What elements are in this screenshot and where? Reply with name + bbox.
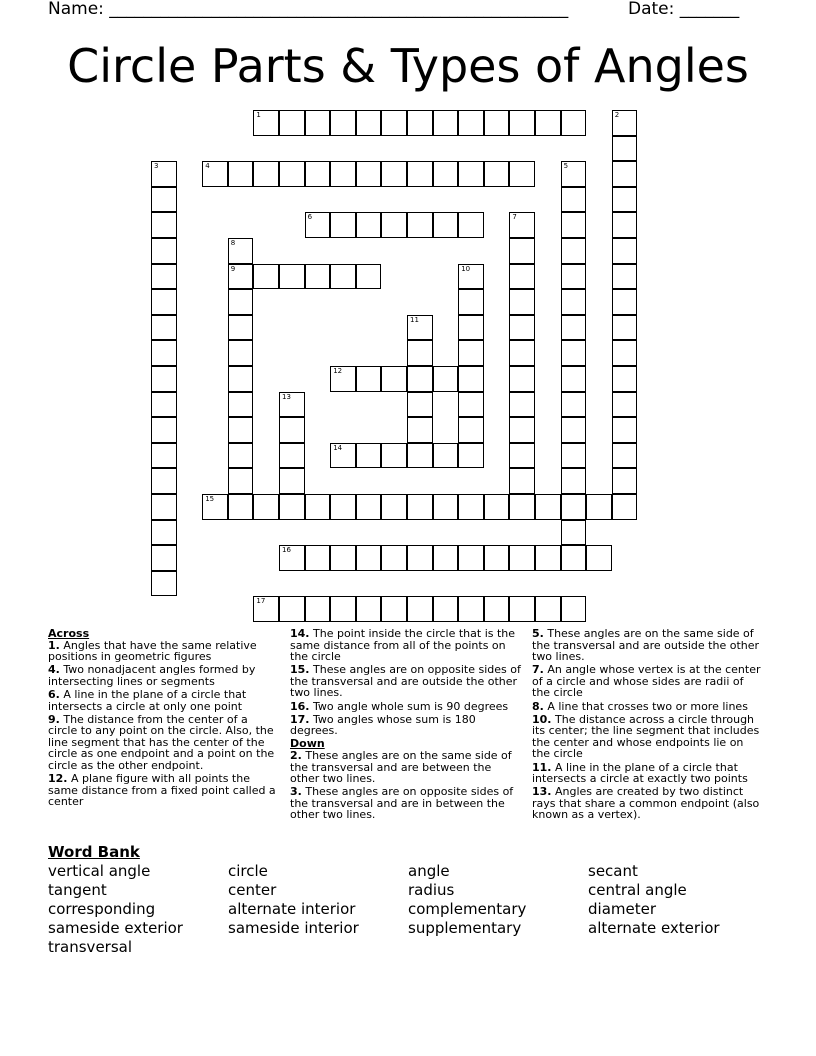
crossword-cell[interactable] xyxy=(151,264,177,290)
crossword-cell[interactable] xyxy=(612,187,638,213)
name-field[interactable]: Name: ______________________________________________________ xyxy=(48,0,569,19)
crossword-cell[interactable] xyxy=(407,315,433,341)
crossword-cell[interactable] xyxy=(458,340,484,366)
crossword-cell[interactable] xyxy=(509,494,535,520)
clue-across-16: 16. Two angle whole sum is 90 degrees xyxy=(290,699,509,713)
crossword-cell[interactable] xyxy=(612,417,638,443)
crossword-cell[interactable] xyxy=(561,468,587,494)
crossword-cell[interactable] xyxy=(458,494,484,520)
crossword-cell[interactable] xyxy=(433,110,459,136)
crossword-cell[interactable] xyxy=(151,289,177,315)
crossword-cell[interactable] xyxy=(561,366,587,392)
crossword-cell[interactable] xyxy=(509,417,535,443)
crossword-cell[interactable] xyxy=(612,443,638,469)
clue-down-11: 11. A line in the plane of a circle that intersects a circle at exactly two points xyxy=(532,760,748,786)
clue-number: 11 xyxy=(410,315,419,324)
crossword-cell[interactable] xyxy=(381,161,407,187)
clue-across-14: 14. The point inside the circle that is the same distance from all of the points on the circle xyxy=(290,627,516,664)
crossword-cell[interactable] xyxy=(356,596,382,622)
crossword-cell[interactable] xyxy=(612,289,638,315)
crossword-cell[interactable] xyxy=(458,545,484,571)
crossword-cell[interactable] xyxy=(279,392,305,418)
crossword-cell[interactable] xyxy=(509,110,535,136)
crossword-cell[interactable] xyxy=(356,443,382,469)
crossword-cell[interactable] xyxy=(561,315,587,341)
crossword-cell[interactable] xyxy=(458,443,484,469)
crossword-cell[interactable] xyxy=(509,315,535,341)
crossword-cell[interactable] xyxy=(561,494,587,520)
clue-across-12: 12. A plane figure with all points the same distance from a fixed point called a center xyxy=(48,772,276,809)
crossword-cell[interactable] xyxy=(330,110,356,136)
crossword-cell[interactable] xyxy=(228,264,254,290)
crossword-cell[interactable] xyxy=(253,596,279,622)
crossword-cell[interactable] xyxy=(535,110,561,136)
crossword-cell[interactable] xyxy=(151,187,177,213)
crossword-cell[interactable] xyxy=(228,238,254,264)
clue-number: 14 xyxy=(333,443,343,452)
clue-number: 12 xyxy=(333,367,343,375)
crossword-cell[interactable] xyxy=(484,161,510,187)
crossword-cell[interactable] xyxy=(279,161,305,187)
word-bank-item: central angle xyxy=(588,881,687,899)
crossword-cell[interactable] xyxy=(407,161,433,187)
crossword-cell[interactable] xyxy=(561,443,587,469)
clue-across-15: 15. These angles are on opposite sides of the transversal and are outside the other two lines. xyxy=(290,663,521,700)
crossword-cell[interactable] xyxy=(381,596,407,622)
crossword-cell[interactable] xyxy=(407,596,433,622)
crossword-cell[interactable] xyxy=(279,264,305,290)
crossword-cell[interactable] xyxy=(561,187,587,213)
crossword-cell[interactable] xyxy=(151,340,177,366)
crossword-cell[interactable] xyxy=(151,571,177,597)
crossword-cell[interactable] xyxy=(535,494,561,520)
clue-number: 6 xyxy=(307,213,313,222)
word-bank-title: Word Bank xyxy=(48,843,140,861)
crossword-cell[interactable] xyxy=(561,545,587,571)
clue-down-13: 13. Angles are created by two distinct rays that share a common endpoint (also known as a vertex). xyxy=(532,785,760,822)
crossword-cell[interactable] xyxy=(561,238,587,264)
crossword-cell[interactable] xyxy=(612,315,638,341)
clue-down-2: 2. These angles are on the same side of the transversal and are between the other two lines. xyxy=(290,748,512,786)
word-bank-item: diameter xyxy=(588,900,656,918)
crossword-cell[interactable] xyxy=(484,596,510,622)
crossword-cell[interactable] xyxy=(151,315,177,341)
crossword-cell[interactable] xyxy=(381,545,407,571)
crossword-cell[interactable] xyxy=(330,545,356,571)
crossword-cell[interactable] xyxy=(458,366,484,392)
date-field[interactable]: Date: _______ xyxy=(628,0,740,19)
crossword-cell[interactable] xyxy=(253,161,279,187)
crossword-cell[interactable] xyxy=(279,443,305,469)
crossword-cell[interactable] xyxy=(509,443,535,469)
clue-down-10: 10. The distance across a circle through its center; the line segment that includes the center and whose endpoints lie on the circle xyxy=(532,712,760,761)
crossword-cell[interactable] xyxy=(407,340,433,366)
crossword-cell[interactable] xyxy=(561,340,587,366)
crossword-cell[interactable] xyxy=(561,161,587,187)
crossword-cell[interactable] xyxy=(612,468,638,494)
page-title: Circle Parts & Types of Angles xyxy=(67,39,749,93)
word-bank-item: supplementary xyxy=(408,919,522,937)
crossword-cell[interactable] xyxy=(228,289,254,315)
crossword-cell[interactable] xyxy=(407,417,433,443)
crossword-cell[interactable] xyxy=(433,161,459,187)
crossword-cell[interactable] xyxy=(535,596,561,622)
word-bank-item: sameside interior xyxy=(228,919,359,937)
crossword-cell[interactable] xyxy=(381,443,407,469)
crossword-cell[interactable] xyxy=(433,596,459,622)
clue-number: 2 xyxy=(614,111,620,119)
crossword-cell[interactable] xyxy=(305,494,331,520)
crossword-cell[interactable] xyxy=(509,366,535,392)
word-bank-item: center xyxy=(228,881,277,899)
crossword-cell[interactable] xyxy=(202,494,228,520)
word-bank-item: alternate exterior xyxy=(588,919,720,937)
crossword-cell[interactable] xyxy=(484,494,510,520)
crossword-cell[interactable] xyxy=(151,366,177,392)
crossword-cell[interactable] xyxy=(407,494,433,520)
crossword-cell[interactable] xyxy=(253,494,279,520)
clue-across-6: 6. A line in the plane of a circle that intersects a circle at only one point xyxy=(48,687,247,713)
crossword-cell[interactable] xyxy=(458,417,484,443)
crossword-cell[interactable] xyxy=(151,417,177,443)
crossword-cell[interactable] xyxy=(407,212,433,238)
clues-column-3 xyxy=(532,628,764,823)
crossword-cell[interactable] xyxy=(612,366,638,392)
word-bank-item: secant xyxy=(588,862,638,880)
word-bank-item: alternate interior xyxy=(228,900,356,918)
crossword-cell[interactable] xyxy=(509,161,535,187)
crossword-cell[interactable] xyxy=(433,443,459,469)
crossword-cell[interactable] xyxy=(279,417,305,443)
crossword-cell[interactable] xyxy=(356,161,382,187)
crossword-cell[interactable] xyxy=(612,392,638,418)
crossword-cell[interactable] xyxy=(305,596,331,622)
crossword-cell[interactable] xyxy=(330,212,356,238)
crossword-cell[interactable] xyxy=(458,161,484,187)
crossword-cell[interactable] xyxy=(612,340,638,366)
crossword-cell[interactable] xyxy=(561,212,587,238)
crossword-cell[interactable] xyxy=(509,545,535,571)
crossword-cell[interactable] xyxy=(356,212,382,238)
crossword-cell[interactable] xyxy=(356,494,382,520)
clue-down-5: 5. These angles are on the same side of the transversal and are outside the other two lines. xyxy=(532,627,760,664)
crossword-cell[interactable] xyxy=(561,289,587,315)
crossword-cell[interactable] xyxy=(330,596,356,622)
clue-across-9: 9. The distance from the center of a circle to any point on the circle. Also, the line segment that has the center of the circle as one endpoint and a point on the circle as the other endpoint. xyxy=(48,712,275,773)
crossword-cell[interactable] xyxy=(407,545,433,571)
crossword-cell[interactable] xyxy=(509,340,535,366)
crossword-cell[interactable] xyxy=(253,264,279,290)
clue-number: 4 xyxy=(205,162,210,171)
word-bank-item: sameside exterior xyxy=(48,919,183,937)
crossword-cell[interactable] xyxy=(305,264,331,290)
clues-column-1 xyxy=(48,628,280,809)
crossword-cell[interactable] xyxy=(356,366,382,392)
crossword-cell[interactable] xyxy=(458,212,484,238)
clue-number: 7 xyxy=(512,213,517,222)
word-bank-item: complementary xyxy=(408,900,527,918)
crossword-cell[interactable] xyxy=(330,494,356,520)
word-bank-item: tangent xyxy=(48,881,107,899)
crossword-cell[interactable] xyxy=(433,366,459,392)
crossword-cell[interactable] xyxy=(612,494,638,520)
crossword-cell[interactable] xyxy=(228,161,254,187)
crossword-cell[interactable] xyxy=(586,545,612,571)
crossword-cell[interactable] xyxy=(407,366,433,392)
crossword-cell[interactable] xyxy=(253,110,279,136)
crossword-cell[interactable] xyxy=(407,392,433,418)
crossword-cell[interactable] xyxy=(612,238,638,264)
word-bank-item: transversal xyxy=(48,938,133,956)
crossword-cell[interactable] xyxy=(228,340,254,366)
crossword-cell[interactable] xyxy=(151,545,177,571)
crossword-cell[interactable] xyxy=(356,264,382,290)
crossword-cell[interactable] xyxy=(279,110,305,136)
crossword-cell[interactable] xyxy=(458,110,484,136)
crossword-cell[interactable] xyxy=(356,110,382,136)
word-bank-item: vertical angle xyxy=(48,862,151,880)
crossword-cell[interactable] xyxy=(305,161,331,187)
crossword-cell[interactable] xyxy=(509,289,535,315)
clue-number: 17 xyxy=(256,597,266,606)
crossword-cell[interactable] xyxy=(151,161,177,187)
crossword-cell[interactable] xyxy=(509,468,535,494)
crossword-cell[interactable] xyxy=(612,264,638,290)
crossword-cell[interactable] xyxy=(407,443,433,469)
clue-number: 15 xyxy=(205,495,215,503)
crossword-cell[interactable] xyxy=(561,520,587,546)
clue-down-3: 3. These angles are on opposite sides of the transversal and are in between the other two lines. xyxy=(290,785,514,822)
word-bank-item: corresponding xyxy=(48,900,156,918)
clue-down-7: 7. An angle whose vertex is at the center of a circle and whose sides are radii of the circle xyxy=(532,663,761,700)
clues-column-2 xyxy=(290,628,522,823)
crossword-cell[interactable] xyxy=(305,212,331,238)
crossword-cell[interactable] xyxy=(279,545,305,571)
crossword-cell[interactable] xyxy=(279,494,305,520)
crossword-cell[interactable] xyxy=(509,238,535,264)
crossword-cell[interactable] xyxy=(612,212,638,238)
crossword-cell[interactable] xyxy=(279,596,305,622)
clue-number: 10 xyxy=(461,264,471,273)
crossword-cell[interactable] xyxy=(228,315,254,341)
crossword-cell[interactable] xyxy=(433,545,459,571)
crossword-cell[interactable] xyxy=(612,110,638,136)
crossword-cell[interactable] xyxy=(305,545,331,571)
crossword-cell[interactable] xyxy=(561,392,587,418)
crossword-cell[interactable] xyxy=(381,494,407,520)
crossword-cell[interactable] xyxy=(561,417,587,443)
crossword-cell[interactable] xyxy=(509,264,535,290)
crossword-cell[interactable] xyxy=(612,136,638,162)
crossword-cell[interactable] xyxy=(151,494,177,520)
crossword-cell[interactable] xyxy=(356,545,382,571)
crossword-cell[interactable] xyxy=(305,110,331,136)
clue-number: 13 xyxy=(282,392,291,401)
clue-number: 16 xyxy=(282,546,291,555)
clue-across-17: 17. Two angles whose sum is 180 degrees. xyxy=(290,712,476,738)
crossword-cell[interactable] xyxy=(330,161,356,187)
crossword-cell[interactable] xyxy=(535,545,561,571)
crossword-cell[interactable] xyxy=(433,494,459,520)
crossword-cell[interactable] xyxy=(458,264,484,290)
crossword-cell[interactable] xyxy=(228,366,254,392)
clue-across-1: 1. Angles that have the same relative positions in geometric figures xyxy=(48,638,257,664)
clue-number: 3 xyxy=(154,162,159,171)
clue-across-4: 4. Two nonadjacent angles formed by intersecting lines or segments xyxy=(48,663,256,688)
crossword-cell[interactable] xyxy=(228,494,254,520)
crossword-cell[interactable] xyxy=(330,366,356,392)
crossword-cell[interactable] xyxy=(561,110,587,136)
word-bank-item: angle xyxy=(408,862,450,880)
crossword-cell[interactable] xyxy=(151,520,177,546)
clue-number: 5 xyxy=(563,162,569,171)
crossword-cell[interactable] xyxy=(151,238,177,264)
crossword-cell[interactable] xyxy=(151,212,177,238)
word-bank-item: radius xyxy=(408,881,455,899)
crossword-cell[interactable] xyxy=(381,366,407,392)
crossword-cell[interactable] xyxy=(612,161,638,187)
crossword-cell[interactable] xyxy=(228,392,254,418)
crossword-cell[interactable] xyxy=(586,494,612,520)
crossword-cell[interactable] xyxy=(509,596,535,622)
crossword-cell[interactable] xyxy=(381,212,407,238)
across-heading: Across xyxy=(48,627,90,640)
clue-down-8: 8. A line that crosses two or more lines xyxy=(532,699,748,713)
crossword-cell[interactable] xyxy=(407,110,433,136)
crossword-cell[interactable] xyxy=(458,315,484,341)
crossword-cell[interactable] xyxy=(228,443,254,469)
crossword-cell[interactable] xyxy=(484,110,510,136)
crossword-cell[interactable] xyxy=(330,264,356,290)
crossword-cell[interactable] xyxy=(433,212,459,238)
crossword-cell[interactable] xyxy=(509,392,535,418)
crossword-cell[interactable] xyxy=(330,443,356,469)
crossword-cell[interactable] xyxy=(458,392,484,418)
crossword-cell[interactable] xyxy=(228,417,254,443)
crossword-cell[interactable] xyxy=(228,468,254,494)
word-bank-item: circle xyxy=(228,862,268,880)
crossword-cell[interactable] xyxy=(151,468,177,494)
down-heading: Down xyxy=(290,737,325,751)
clue-number: 8 xyxy=(230,239,236,247)
crossword-cell[interactable] xyxy=(151,392,177,418)
crossword-cell[interactable] xyxy=(381,110,407,136)
crossword-cell[interactable] xyxy=(484,545,510,571)
crossword-cell[interactable] xyxy=(561,264,587,290)
crossword-cell[interactable] xyxy=(509,212,535,238)
crossword-cell[interactable] xyxy=(151,443,177,469)
crossword-cell[interactable] xyxy=(458,596,484,622)
clue-number: 9 xyxy=(230,264,236,273)
crossword-cell[interactable] xyxy=(561,596,587,622)
crossword-cell[interactable] xyxy=(279,468,305,494)
crossword-cell[interactable] xyxy=(202,161,228,187)
crossword-cell[interactable] xyxy=(458,289,484,315)
clue-number: 1 xyxy=(256,111,261,119)
